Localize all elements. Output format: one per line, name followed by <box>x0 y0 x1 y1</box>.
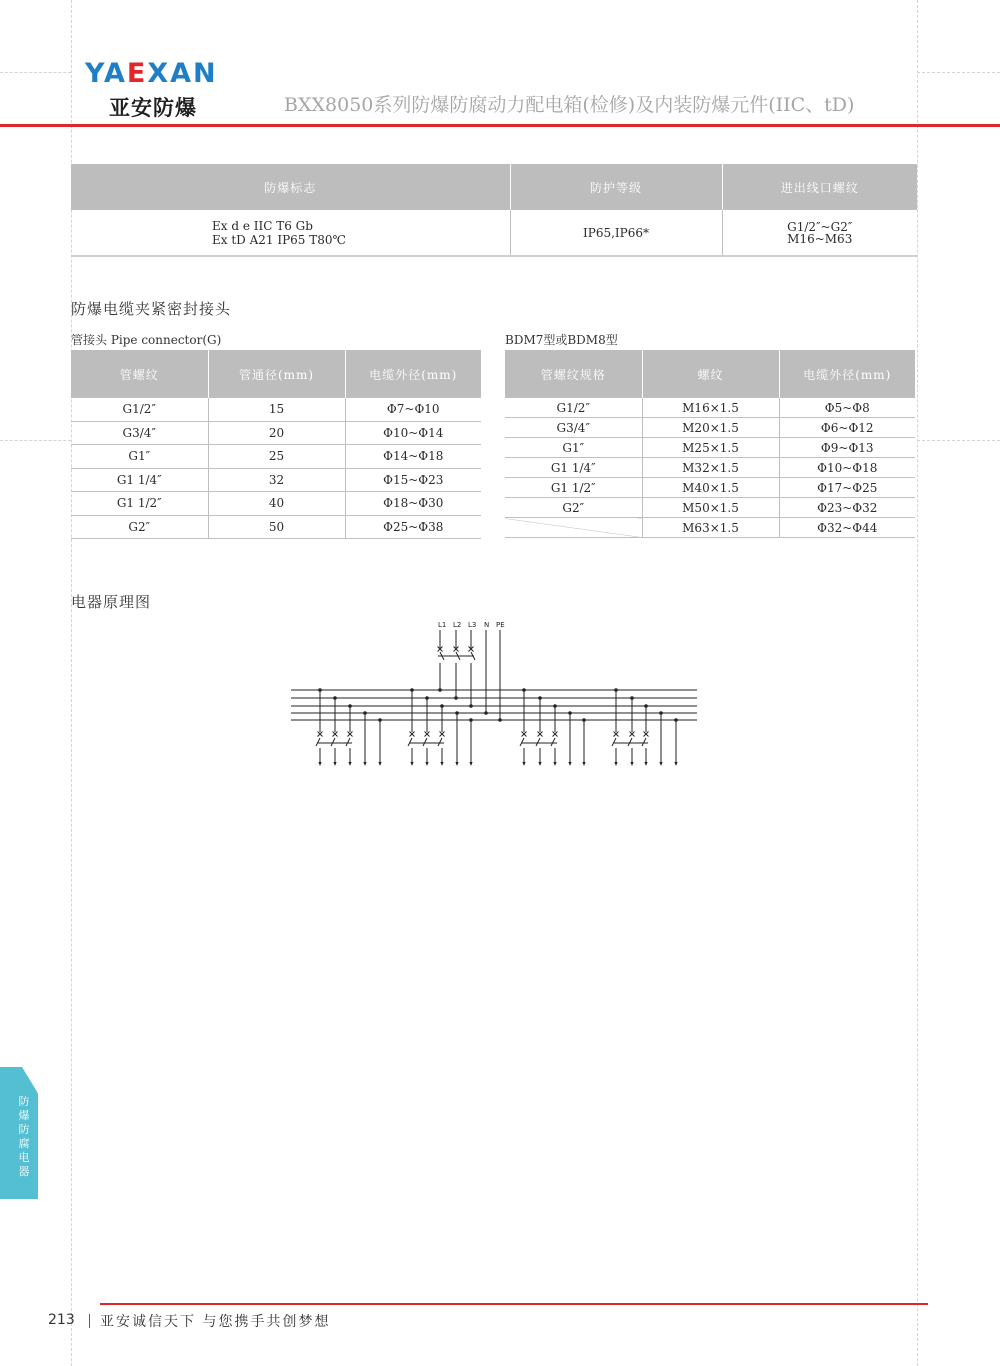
table-row: G3/4″ 20 Φ10~Φ14 <box>71 421 481 445</box>
bus-label-l2: L2 <box>453 621 462 629</box>
switch-blade <box>628 738 632 746</box>
outgoing-terminal <box>378 762 381 766</box>
schematic-lines <box>291 630 697 766</box>
bus-label-l3: L3 <box>468 621 477 629</box>
column-header: 防爆标志 <box>71 164 510 210</box>
table-row: G2″ 50 Φ25~Φ38 <box>71 515 481 539</box>
junction-dot <box>438 688 442 692</box>
table-row: G2″ M50×1.5 Φ23~Φ32 <box>505 498 915 518</box>
table-row: G1 1/4″ M32×1.5 Φ10~Φ18 <box>505 458 915 478</box>
switch-blade <box>536 738 540 746</box>
outgoing-terminal <box>582 762 585 766</box>
side-category-label: 防爆防腐电器 <box>18 1095 30 1178</box>
thread-cell: G1/2″~G2″ M16~M63 <box>722 210 917 256</box>
logo-chinese: 亚安防爆 <box>109 96 197 120</box>
switch-blade <box>408 738 412 746</box>
column-header: 管螺纹规格 <box>505 350 642 398</box>
outgoing-terminal <box>538 762 541 766</box>
junction-dot <box>425 696 429 700</box>
junction-dot <box>614 688 618 692</box>
junction-dot <box>630 696 634 700</box>
outgoing-terminal <box>410 762 413 766</box>
table-row: G1″ 25 Φ14~Φ18 <box>71 445 481 469</box>
junction-dot <box>455 711 459 715</box>
junction-dot <box>659 711 663 715</box>
bus-labels <box>438 621 505 629</box>
junction-dot <box>522 688 526 692</box>
outgoing-terminal <box>440 762 443 766</box>
table-row: G1 1/2″ M40×1.5 Φ17~Φ25 <box>505 478 915 498</box>
junction-dot <box>538 696 542 700</box>
column-header: 螺纹 <box>642 350 779 398</box>
footer-slogan: 亚安诚信天下 与您携手共创梦想 <box>100 1314 331 1330</box>
junction-dot <box>318 688 322 692</box>
junction-dot <box>644 704 648 708</box>
bus-label-n: N <box>484 621 490 629</box>
junction-dot <box>363 711 367 715</box>
table-row: G1/2″ M16×1.5 Φ5~Φ8 <box>505 398 915 418</box>
junction-dot <box>674 718 678 722</box>
junction-dot <box>410 688 414 692</box>
bus-label-pe: PE <box>496 621 505 629</box>
switch-blade <box>346 738 350 746</box>
outgoing-terminal <box>455 762 458 766</box>
column-header: 防护等级 <box>510 164 722 210</box>
junction-dot <box>582 718 586 722</box>
column-header: 管螺纹 <box>71 350 208 398</box>
switch-blade <box>316 738 320 746</box>
switch-blade <box>642 738 646 746</box>
table-row: G3/4″ M20×1.5 Φ6~Φ12 <box>505 418 915 438</box>
column-header: 进出线口螺纹 <box>722 164 917 210</box>
table-row: M63×1.5 Φ32~Φ44 <box>505 518 915 538</box>
junction-dot <box>333 696 337 700</box>
switch-blade <box>331 738 335 746</box>
outgoing-terminal <box>614 762 617 766</box>
outgoing-terminal <box>568 762 571 766</box>
junction-dot <box>568 711 572 715</box>
junction-dot <box>469 704 473 708</box>
junction-dot <box>348 704 352 708</box>
outgoing-terminal <box>425 762 428 766</box>
logo-wordmark: YAEXAN <box>85 58 218 89</box>
outgoing-terminal <box>659 762 662 766</box>
switch-blade <box>520 738 524 746</box>
protection-grade-cell: IP65,IP66* <box>510 210 722 256</box>
junction-dot <box>454 696 458 700</box>
table-caption: BDM7型或BDM8型 <box>505 333 618 347</box>
outgoing-terminal <box>522 762 525 766</box>
page-number: 213 <box>48 1312 75 1328</box>
column-header: 电缆外径(mm) <box>345 350 481 398</box>
bus-label-l1: L1 <box>438 621 447 629</box>
outgoing-terminal <box>469 762 472 766</box>
section-title: 防爆电缆夹紧密封接头 <box>71 300 232 318</box>
explosion-marking-cell: Ex d e IIC T6 Gb Ex tD A21 IP65 T80℃ <box>71 210 510 256</box>
table-row: G1″ M25×1.5 Φ9~Φ13 <box>505 438 915 458</box>
outgoing-terminal <box>348 762 351 766</box>
switch-blade <box>612 738 616 746</box>
footer-separator <box>89 1314 90 1328</box>
table-row: G1 1/4″ 32 Φ15~Φ23 <box>71 468 481 492</box>
junction-dot <box>553 704 557 708</box>
outgoing-terminal <box>333 762 336 766</box>
junction-dot <box>484 711 488 715</box>
junction-dot <box>378 718 382 722</box>
outgoing-terminal <box>318 762 321 766</box>
junction-dot <box>469 718 473 722</box>
outgoing-terminal <box>553 762 556 766</box>
outgoing-terminal <box>363 762 366 766</box>
page-title: BXX8050系列防爆防腐动力配电箱(检修)及内装防爆元件(IIC、tD) <box>284 94 855 116</box>
table-row: G1 1/2″ 40 Φ18~Φ30 <box>71 492 481 516</box>
section-title: 电器原理图 <box>71 593 152 611</box>
outgoing-terminal <box>674 762 677 766</box>
footer-divider <box>100 1303 928 1305</box>
outgoing-terminal <box>630 762 633 766</box>
column-header: 管通径(mm) <box>208 350 345 398</box>
outgoing-terminal <box>644 762 647 766</box>
table-caption: 管接头 Pipe connector(G) <box>71 333 222 347</box>
switch-blade <box>438 738 442 746</box>
junction-dot <box>440 704 444 708</box>
column-header: 电缆外径(mm) <box>779 350 915 398</box>
switch-blade <box>423 738 427 746</box>
table-row: G1/2″ 15 Φ7~Φ10 <box>71 398 481 421</box>
switch-blade <box>551 738 555 746</box>
junction-dot <box>498 718 502 722</box>
